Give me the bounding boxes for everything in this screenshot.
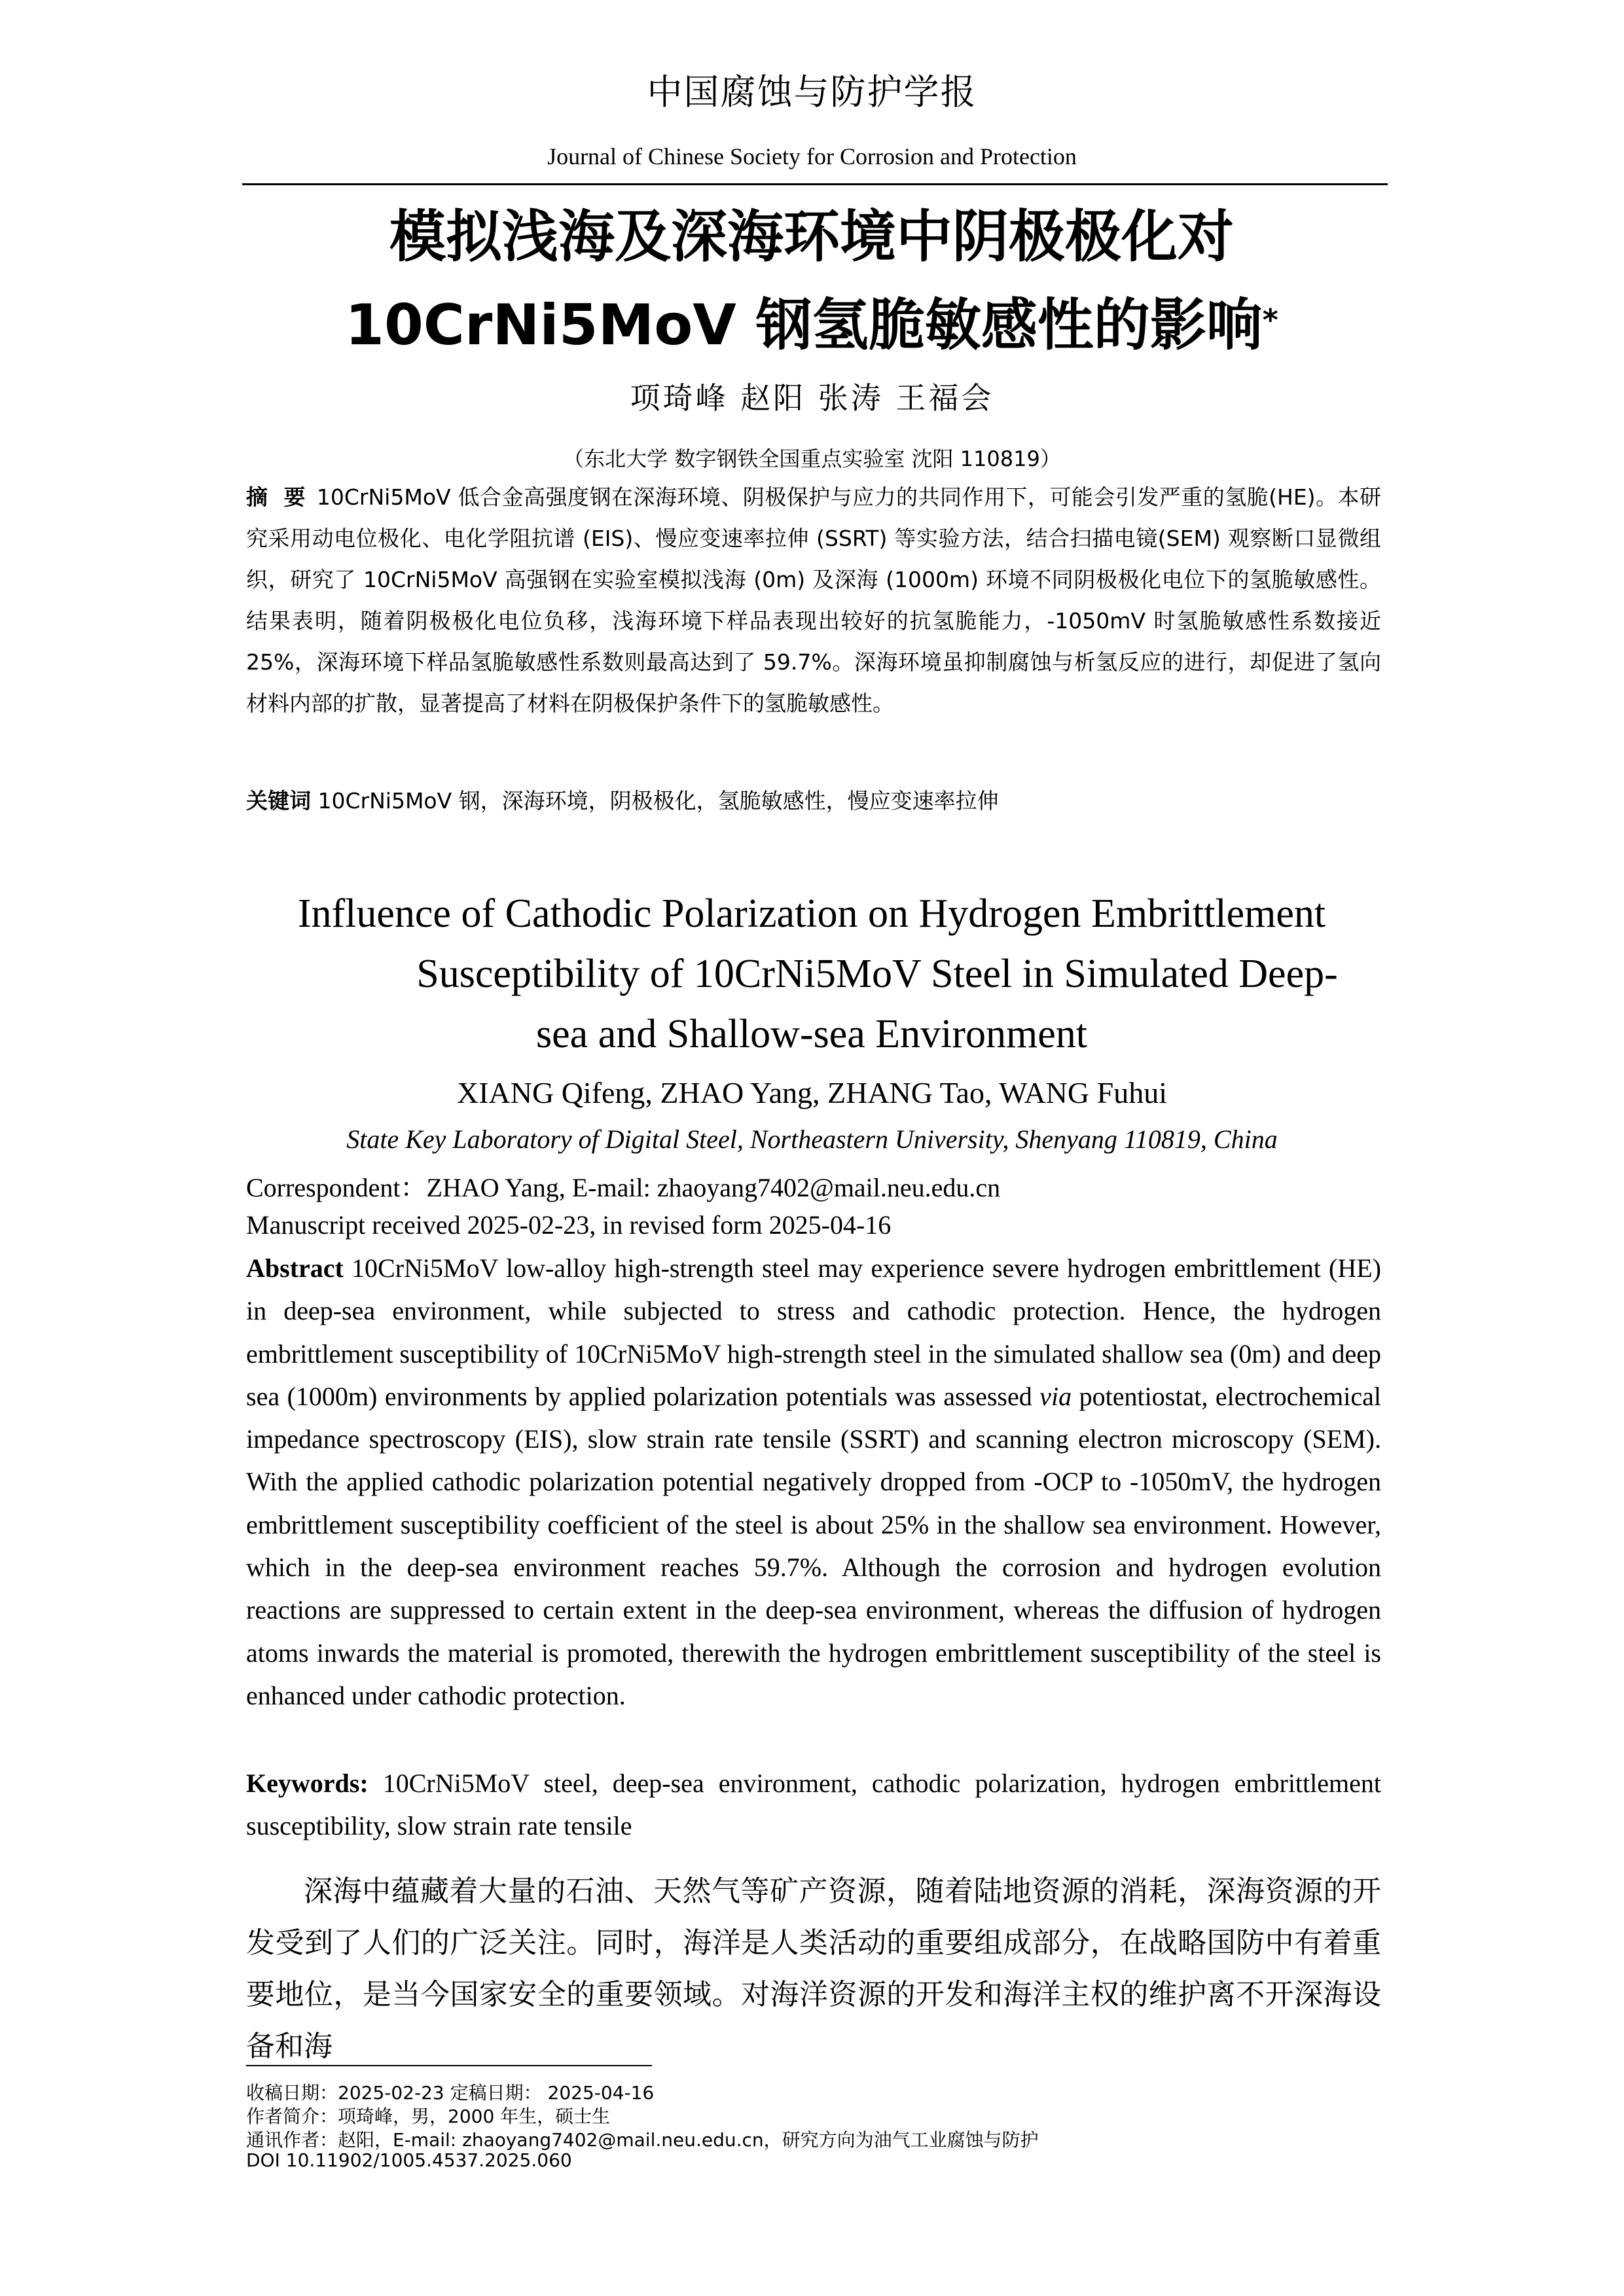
footnote-divider	[246, 2065, 652, 2066]
footnote-received-dates: 收稿日期：2025-02-23 定稿日期： 2025-04-16	[246, 2082, 655, 2104]
paper-title-en-line1: Influence of Cathodic Polarization on Hydrogen Embrittlement	[297, 891, 1326, 936]
footnote-author-bio: 作者简介：项琦峰，男，2000 年生，硕士生	[246, 2106, 611, 2127]
keywords-cn-label: 关键词	[246, 788, 311, 814]
authors-cn: 项琦峰 赵阳 张涛 王福会	[630, 380, 994, 416]
header-divider	[242, 183, 1388, 185]
footnote-corresponding-author: 通讯作者：赵阳，E-mail: zhaoyang7402@mail.neu.edu.cn，研究方向为油气工业腐蚀与防护	[246, 2129, 1039, 2151]
body-paragraph: 深海中蕴藏着大量的石油、天然气等矿产资源，随着陆地资源的消耗，深海资源的开发受到了人们的广泛关注。同时，海洋是人类活动的重要组成部分，在战略国防中有着重要地位，是当今国家安全的重要领域。对海洋资源的开发和海洋主权的维护离不开深海设备和海	[246, 1874, 1381, 2063]
abstract-en	[246, 1247, 1381, 1717]
abstract-en-text-part2: potentiostat, electrochemical impedance spectroscopy (EIS), slow strain rate tensile (SSRT) and scanning electron microscopy (SEM). With the applied cathodic polarization potential negatively dropped from -OCP to -1050mV, the hydrogen embrittlement susceptibility coefficient of the steel is about 25% in the shallow sea environment. However, which in the deep-sea environment reaches 59.7%. Although the corrosion and hydrogen evolution reactions are suppressed to certain extent in the deep-sea environment, whereas the diffusion of hydrogen atoms inwards the material is promoted, therewith the hydrogen embrittlement susceptibility of the steel is enhanced under cathodic protection.	[246, 1381, 1382, 1710]
keywords-en	[246, 1762, 1381, 1847]
journal-name-en: Journal of Chinese Society for Corrosion and Protection	[547, 143, 1077, 170]
keywords-cn	[246, 780, 1381, 821]
authors-en: XIANG Qifeng, ZHAO Yang, ZHANG Tao, WANG Fuhui	[457, 1076, 1167, 1109]
abstract-en-label: Abstract	[246, 1253, 344, 1283]
paper-title-cn-line2-text: 10CrNi5MoV 钢氢脆敏感性的影响	[345, 293, 1263, 358]
footnote-doi: DOI 10.11902/1005.4537.2025.060	[246, 2149, 572, 2171]
paper-title-en-line2: Susceptibility of 10CrNi5MoV Steel in Simulated Deep-	[416, 952, 1338, 996]
title-footnote-mark: *	[1262, 302, 1278, 338]
abstract-cn	[246, 476, 1381, 724]
keywords-en-text: 10CrNi5MoV steel, deep-sea environment, cathodic polarization, hydrogen embrittlement susceptibility, slow strain rate tensile	[246, 1768, 1382, 1840]
journal-name-cn: 中国腐蚀与防护学报	[647, 71, 977, 113]
abstract-en-text-part1: 10CrNi5MoV low-alloy high-strength steel may experience severe hydrogen embrittlement (HE) in deep-sea environment, while subjected to stress and cathodic protection. Hence, the hydrogen embrittlement susceptibility of 10CrNi5MoV high-strength steel in the simulated shallow sea (0m) and deep sea (1000m) environments by applied polarization potentials was assessed	[246, 1253, 1381, 1411]
affiliation-en: State Key Laboratory of Digital Steel, Northeastern University, Shenyang 110819, China	[346, 1124, 1278, 1154]
affiliation-cn: （东北大学 数字钢铁全国重点实验室 沈阳 110819）	[563, 446, 1061, 471]
keywords-cn-text: 10CrNi5MoV 钢，深海环境，阴极极化，氢脆敏感性，慢应变速率拉伸	[317, 788, 999, 814]
keywords-en-label: Keywords:	[246, 1768, 369, 1798]
abstract-en-via: via	[1039, 1381, 1072, 1411]
paper-title-cn-line2	[196, 281, 1427, 370]
manuscript-dates: Manuscript received 2025-02-23, in revised form 2025-04-16	[246, 1210, 892, 1240]
paper-title-en	[196, 884, 1427, 1064]
abstract-cn-text: 10CrNi5MoV 低合金高强度钢在深海环境、阴极保护与应力的共同作用下，可能会引发严重的氢脆(HE)。本研究采用动电位极化、电化学阻抗谱 (EIS)、慢应变速率拉伸 (SSRT) 等实验方法，结合扫描电镜(SEM) 观察断口显微组织，研究了 10CrNi5MoV 高强钢在实验室模拟浅海 (0m) 及深海 (1000m) 环境不同阴极极化电位下的氢脆敏感性。结果表明，随着阴极极化电位负移，浅海环境下样品表现出较好的抗氢脆能力，-1050mV 时氢脆敏感性系数接近 25%，深海环境下样品氢脆敏感性系数则最高达到了 59.7%。深海环境虽抑制腐蚀与析氢反应的进行，却促进了氢向材料内部的扩散，显著提高了材料在阴极保护条件下的氢脆敏感性。	[246, 484, 1381, 716]
abstract-cn-label: 摘 要	[246, 484, 310, 510]
paper-title-en-line3: sea and Shallow-sea Environment	[536, 1012, 1087, 1056]
correspondent-line: Correspondent：ZHAO Yang, E-mail: zhaoyang7402@mail.neu.edu.cn	[246, 1173, 1001, 1202]
paper-title-cn-line1: 模拟浅海及深海环境中阴极极化对	[389, 204, 1234, 270]
paper-title-cn	[196, 193, 1427, 370]
